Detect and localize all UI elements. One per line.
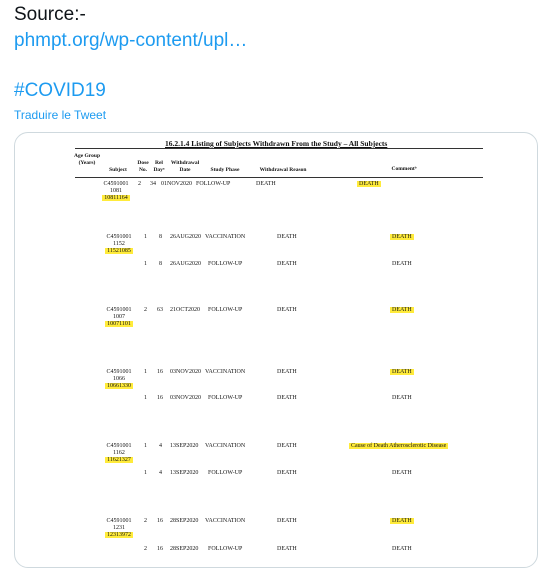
document-title: 16.2.1.4 Listing of Subjects Withdrawn From the Study – All Subjects [165,139,388,148]
table-cell-rel-day: 34 [150,181,156,187]
table-row-subject [103,234,135,255]
header-withdrawal-reason: Withdrawal Reason [259,167,307,173]
table-cell-comment: DEATH [392,546,412,552]
table-cell-phase: VACCINATION [205,518,246,524]
table-cell-date: 26AUG2020 [170,261,201,267]
table-cell-reason: DEATH [277,443,297,449]
table-cell-comment: DEATH [392,395,412,401]
table-cell-reason: DEATH [277,395,297,401]
table-cell-dose: 1 [144,443,147,449]
table-cell-rel-day: 16 [157,369,163,375]
header-rel-day: Rel Dayᵃ [153,160,165,173]
table-cell-rel-day: 8 [159,234,162,240]
subject-id-line: C4591001 [106,518,132,524]
header-dose: Dose No. [137,160,149,173]
table-cell-comment: DEATH [392,470,412,476]
subject-id-line: C4591001 [106,369,132,375]
subject-id-line: 1231 [113,525,125,531]
table-cell-date: 03NOV2020 [170,395,201,401]
table-cell-dose: 1 [144,261,147,267]
table-cell-date: 21OCT2020 [170,307,200,313]
table-cell-phase: FOLLOW-UP [208,395,243,401]
table-cell-dose: 2 [144,307,147,313]
table-cell-reason: DEATH [277,470,297,476]
header-study-phase: Study Phase [210,167,240,173]
table-row-subject [103,518,135,539]
subject-id-line: C4591001 [106,307,132,313]
highlighted-comment: DEATH [359,181,379,187]
tweet-media-image[interactable] [14,132,538,568]
highlighted-comment: DEATH [392,518,412,524]
highlighted-comment: DEATH [392,369,412,375]
table-cell-dose: 2 [144,518,147,524]
highlighted-comment: DEATH [392,234,412,240]
title-rule [75,148,483,149]
table-row-subject [103,443,135,464]
highlighted-subject-number: 11521085 [107,248,131,254]
table-cell-rel-day: 16 [157,395,163,401]
table-cell-dose: 1 [144,395,147,401]
subject-id-line: 1007 [113,314,125,320]
table-cell-reason: DEATH [277,546,297,552]
hashtag-link[interactable]: #COVID19 [14,80,106,101]
table-cell-dose: 2 [144,546,147,552]
highlighted-subject-number: 10661330 [107,383,131,389]
table-row-subject [103,369,135,390]
subject-id-line: 1152 [113,241,125,247]
table-cell-date: 28SEP2020 [170,518,199,524]
table-cell-date: 13SEP2020 [170,470,199,476]
table-cell-rel-day: 4 [159,470,162,476]
subject-id-line: C4591001 [106,443,132,449]
table-cell-rel-day: 8 [159,261,162,267]
subject-id-line: 1066 [113,376,125,382]
table-cell-rel-day: 63 [157,307,163,313]
source-link[interactable]: phmpt.org/wp-content/upl… [14,30,248,51]
highlighted-subject-number: 11621327 [107,457,131,463]
table-cell-phase: FOLLOW-UP [208,546,243,552]
table-cell-phase: FOLLOW-UP [208,307,243,313]
header-withdrawal-date: Withdrawal Date [170,160,200,173]
table-cell-phase: FOLLOW-UP [208,261,243,267]
subject-id-line: 1081 [110,188,122,194]
document-scan [15,133,537,567]
highlighted-comment: DEATH [392,307,412,313]
table-cell-date: 03NOV2020 [170,369,201,375]
highlighted-comment: Cause of Death Atherosclerotic Disease [351,443,447,449]
table-cell-phase: FOLLOW-UP [208,470,243,476]
subject-id-line: C4591001 [103,181,129,187]
table-cell-dose: 1 [144,234,147,240]
table-cell-reason: DEATH [277,234,297,240]
table-cell-dose: 2 [138,181,141,187]
table-cell-dose: 1 [144,470,147,476]
table-cell-rel-day: 16 [157,518,163,524]
header-rule [75,177,483,178]
highlighted-subject-number: 10071101 [107,321,131,327]
highlighted-subject-number: 12313972 [107,532,131,538]
translate-tweet-link[interactable]: Traduire le Tweet [14,108,107,122]
header-age-group: Age Group (Years) [73,153,101,166]
table-cell-rel-day: 16 [157,546,163,552]
table-cell-phase: VACCINATION [205,443,246,449]
table-cell-reason: DEATH [277,369,297,375]
table-cell-reason: DEATH [277,261,297,267]
table-cell-reason: DEATH [277,307,297,313]
table-row-subject [103,307,135,328]
table-cell-rel-day: 4 [159,443,162,449]
source-label: Source:- [14,4,86,25]
table-cell-date: 26AUG2020 [170,234,201,240]
table-row-subject [101,181,131,202]
table-cell-phase: FOLLOW-UP [196,181,231,187]
table-cell-phase: VACCINATION [205,369,246,375]
table-cell-dose: 1 [144,369,147,375]
header-subject: Subject [109,167,127,173]
table-cell-date: 01NOV2020 [161,181,192,187]
subject-id-line: 1162 [113,450,125,456]
table-cell-comment: DEATH [392,261,412,267]
table-cell-phase: VACCINATION [205,234,246,240]
highlighted-subject-number: 10811164 [104,195,128,201]
table-cell-reason: DEATH [256,181,276,187]
table-cell-date: 28SEP2020 [170,546,199,552]
table-cell-date: 13SEP2020 [170,443,199,449]
table-cell-reason: DEATH [277,518,297,524]
subject-id-line: C4591001 [106,234,132,240]
header-comment: Commentᵇ [391,166,417,172]
